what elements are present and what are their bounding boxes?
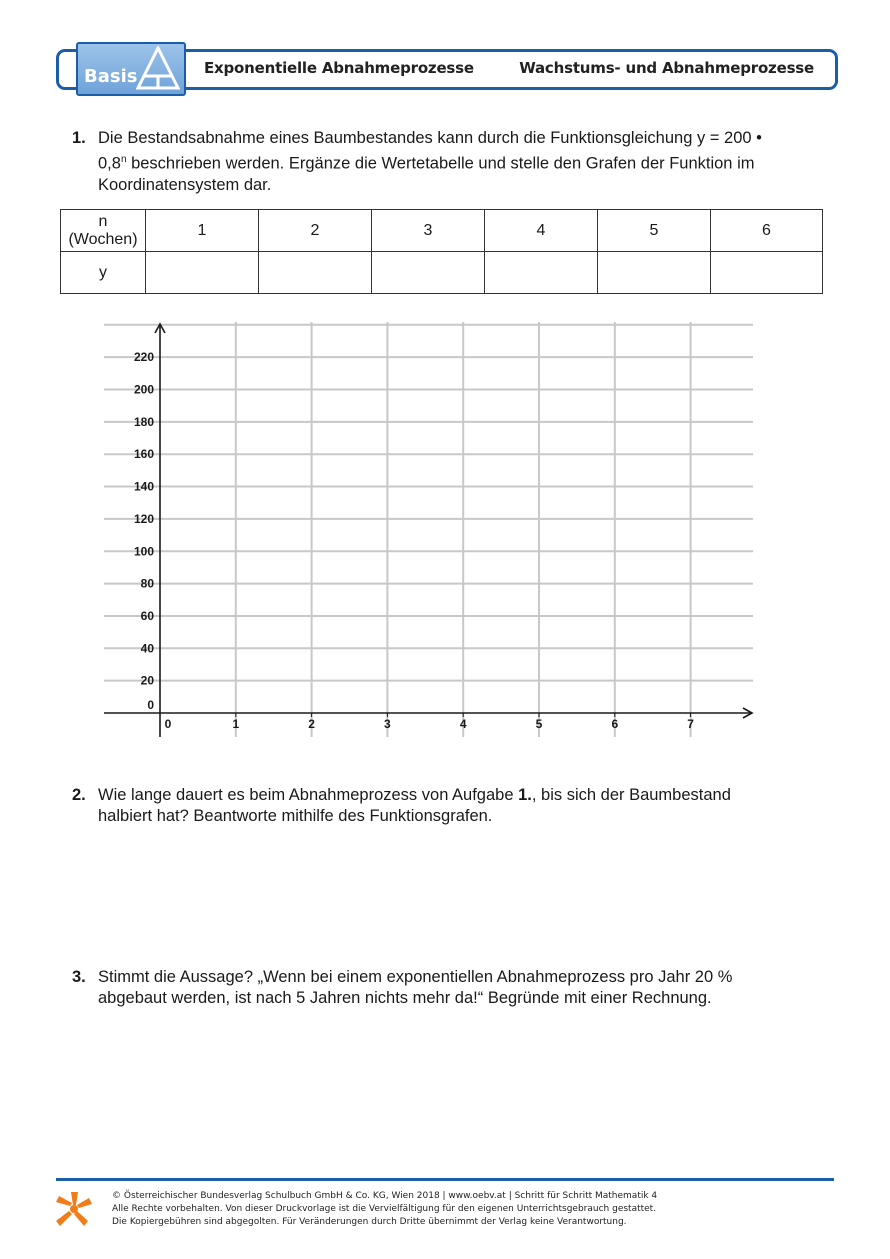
n-cell: 2 [259, 210, 372, 252]
y-tick-label: 140 [133, 479, 154, 494]
n-cell: 3 [372, 210, 485, 252]
task-text-fragment: Wie lange dauert es beim Abnahmeprozess von Aufgabe [98, 786, 519, 804]
y-tick-label: 100 [133, 544, 154, 559]
table-row-y [61, 252, 823, 294]
task-number: 3. [72, 968, 86, 986]
task-text-line: Die Bestandsabnahme eines Baumbestandes kann durch die Funktionsgleichung y = 200 • [98, 129, 762, 147]
task-text-fragment: , bis sich der Baumbestand [531, 786, 731, 804]
task-text-line: Koordinatensystem dar. [98, 175, 272, 194]
header-text: (Wochen) [68, 230, 138, 248]
task-number: 1. [72, 129, 86, 147]
y-tick-label: 120 [133, 511, 154, 526]
x-tick-label: 2 [308, 717, 315, 731]
x-tick-label: 6 [611, 717, 619, 731]
y-tick-label: 0 [147, 698, 154, 712]
y-tick-label: 80 [140, 576, 154, 591]
n-cell: 1 [146, 210, 259, 252]
formula-base: 0,8 [98, 154, 121, 173]
table-row-n [61, 210, 823, 252]
basis-badge [76, 42, 186, 96]
y-answer-cell[interactable] [485, 252, 598, 294]
y-tick-label: 200 [133, 382, 154, 397]
task-text-line: abgebaut werden, ist nach 5 Jahren nichts mehr da!“ Begründe mit einer Rechnung. [98, 989, 712, 1007]
y-answer-cell[interactable] [146, 252, 259, 294]
y-tick-label: 20 [140, 673, 154, 688]
x-tick-label: 4 [459, 717, 467, 731]
task-text-fragment: beschrieben werden. Ergänze die Wertetabelle und stelle den Grafen der Funktion im [126, 154, 755, 173]
row-header-n [61, 210, 146, 252]
footer-divider [56, 1178, 834, 1181]
task-text-line: Stimmt die Aussage? „Wenn bei einem exponentiellen Abnahmeprozess pro Jahr 20 % [98, 968, 733, 986]
value-table [60, 209, 823, 294]
y-answer-cell[interactable] [372, 252, 485, 294]
y-answer-cell[interactable] [259, 252, 372, 294]
n-cell: 5 [598, 210, 711, 252]
coordinate-system [0, 300, 890, 750]
y-tick-label: 60 [140, 608, 154, 623]
task-number: 2. [72, 786, 86, 804]
y-tick-label: 180 [133, 414, 154, 429]
task-3 [72, 967, 812, 1009]
publisher-logo-icon [56, 1192, 92, 1226]
chapter-title: Wachstums- und Abnahmeprozesse [519, 59, 814, 77]
y-tick-label: 40 [140, 641, 154, 656]
y-answer-cell[interactable] [711, 252, 823, 294]
task-reference: 1. [518, 786, 532, 804]
footer-line: Alle Rechte vorbehalten. Von dieser Druckvorlage ist die Vervielfältigung für den eigenen Unterrichtsgebrauch gestattet. [112, 1204, 657, 1214]
n-cell: 4 [485, 210, 598, 252]
x-tick-label: 5 [535, 717, 543, 731]
footer-line: © Österreichischer Bundesverlag Schulbuch GmbH & Co. KG, Wien 2018 | www.oebv.at | Schritt für Schritt Mathematik 4 [112, 1191, 658, 1201]
footer-line: Die Kopiergebühren sind abgegolten. Für Veränderungen durch Dritte übernimmt der Verlag keine Verantwortung. [112, 1217, 627, 1227]
header-text: n [98, 212, 108, 230]
worksheet-title: Exponentielle Abnahmeprozesse [204, 59, 474, 77]
x-tick-label: 7 [687, 717, 694, 731]
task-text-line [98, 149, 812, 175]
y-tick-label: 220 [133, 350, 154, 365]
y-tick-label: 160 [133, 447, 154, 462]
copyright-notice [112, 1190, 657, 1229]
level-triangle-icon [136, 46, 180, 90]
badge-label: Basis [84, 66, 138, 87]
task-text-line [98, 785, 812, 806]
n-cell: 6 [711, 210, 823, 252]
row-header-y: y [61, 252, 146, 294]
x-tick-label: 3 [384, 717, 391, 731]
task-2 [72, 785, 812, 827]
x-tick-label: 1 [232, 717, 240, 731]
formula-exponent: n [120, 154, 127, 165]
task-text-line: halbiert hat? Beantworte mithilfe des Funktionsgrafen. [98, 807, 493, 825]
x-tick-label: 0 [164, 717, 172, 731]
y-answer-cell[interactable] [598, 252, 711, 294]
task-1 [72, 128, 812, 196]
